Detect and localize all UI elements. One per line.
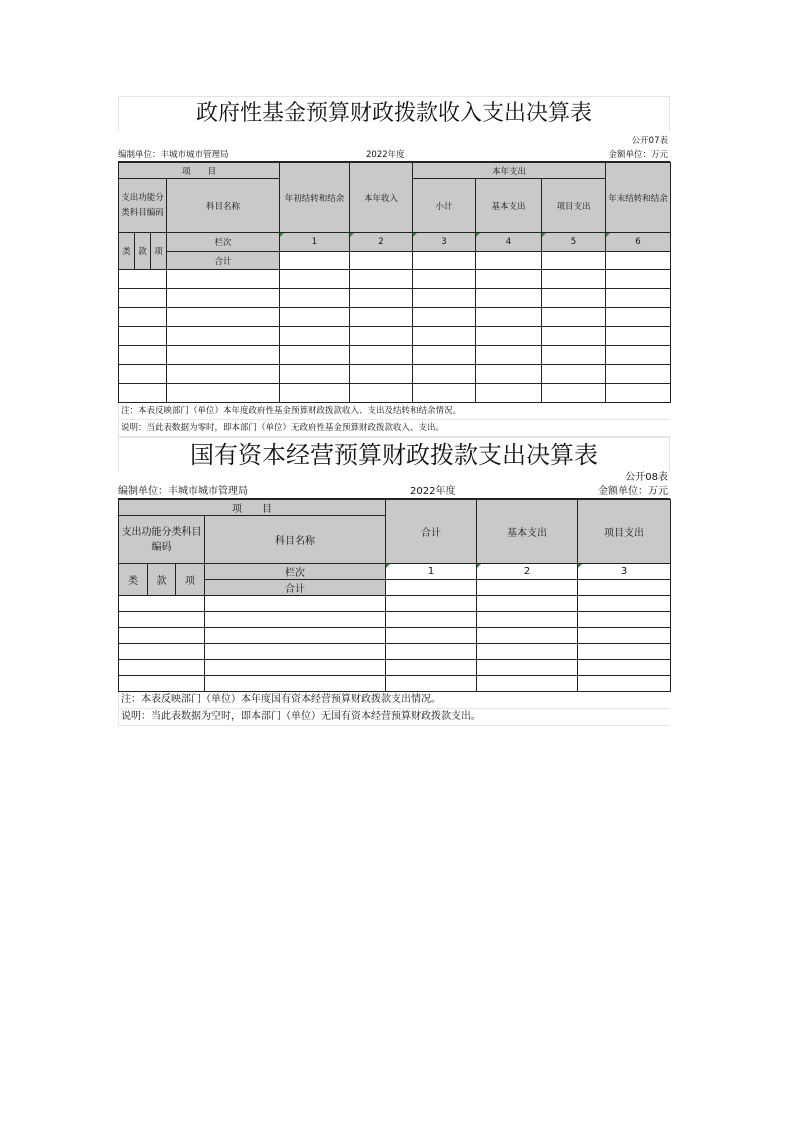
header-column-no: 栏次 [205,564,386,580]
table-08-grid [118,499,671,692]
col-number: 4 [476,233,542,252]
header-subtotal: 小计 [413,179,476,233]
header-basic: 基本支出 [476,179,542,233]
cell [350,252,413,270]
table-08-title: 国有资本经营预算财政拨款支出决算表 [118,437,670,472]
header-item: 项 目 [119,500,386,516]
header-subject-name: 科目名称 [167,179,280,233]
table-07-grid [118,162,671,403]
table-row [119,308,671,327]
table-08-unit-label: 编制单位：丰城市城市管理局 [118,486,248,497]
table-07-year: 2022年度 [366,150,405,160]
cell [386,580,477,596]
table-07-amount-unit: 金额单位：万元 [608,150,668,160]
table-row [119,327,671,346]
cell [477,580,578,596]
table-08-amount-unit: 金额单位：万元 [598,486,668,497]
table-07-note: 注：本表反映部门（单位）本年度政府性基金预算财政拨款收入、支出及结转和结余情况。 [118,403,670,420]
table-08-sheet [118,437,670,726]
table-08-note: 注：本表反映部门（单位）本年度国有资本经营预算财政拨款支出情况。 [118,692,670,709]
col-number: 2 [350,233,413,252]
col-number: 1 [386,564,477,580]
table-row [119,346,671,365]
table-row [119,644,671,660]
header-end-balance: 年末结转和结余 [606,163,671,233]
header-kuan: 款 [135,233,151,270]
col-number: 1 [280,233,350,252]
col-number: 2 [477,564,578,580]
table-08-meta-row2 [118,484,670,499]
table-08-explanation: 说明：当此表数据为空时，即本部门（单位）无国有资本经营预算财政拨款支出。 [118,709,670,726]
table-07-code: 公开07表 [631,136,668,146]
table-07-title: 政府性基金预算财政拨款收入支出决算表 [118,96,670,131]
table-row [119,596,671,612]
header-subject-name: 科目名称 [205,516,386,564]
table-row [119,628,671,644]
table-07-meta-row1 [118,131,670,147]
header-xiang: 项 [151,233,167,270]
col-number: 5 [542,233,606,252]
header-column-no: 栏次 [167,233,280,252]
col-number: 3 [578,564,671,580]
cell [578,580,671,596]
table-07-meta-row2 [118,147,670,162]
table-row [119,270,671,289]
table-08-year: 2022年度 [410,486,456,497]
cell [606,252,671,270]
header-total: 合计 [205,580,386,596]
header-expense-group: 本年支出 [413,163,606,179]
col-number: 3 [413,233,476,252]
header-lei: 类 [119,564,148,596]
table-07-explanation: 说明：当此表数据为零时，即本部门（单位）无政府性基金预算财政拨款收入、支出。 [118,420,670,437]
header-kuan: 款 [148,564,176,596]
col-number: 6 [606,233,671,252]
cell [542,252,606,270]
header-func-code: 支出功能分类科目编码 [119,179,167,233]
table-row [119,384,671,403]
table-row [119,365,671,384]
header-lei: 类 [119,233,135,270]
table-row [119,660,671,676]
cell [476,252,542,270]
header-basic: 基本支出 [477,500,578,564]
header-func-code: 支出功能分类科目编码 [119,516,205,564]
table-07-unit-label: 编制单位：丰城市城市管理局 [118,150,229,160]
header-project: 项目支出 [578,500,671,564]
header-item: 项 目 [119,163,280,179]
header-begin-balance: 年初结转和结余 [280,163,350,233]
header-project: 项目支出 [542,179,606,233]
table-07-sheet [118,96,670,437]
table-row [119,612,671,628]
header-total-col: 合计 [386,500,477,564]
cell [280,252,350,270]
table-row [119,289,671,308]
cell [413,252,476,270]
header-income: 本年收入 [350,163,413,233]
table-08-code: 公开08表 [625,472,668,483]
header-total: 合计 [167,252,280,270]
header-xiang: 项 [176,564,205,596]
table-row [119,676,671,692]
